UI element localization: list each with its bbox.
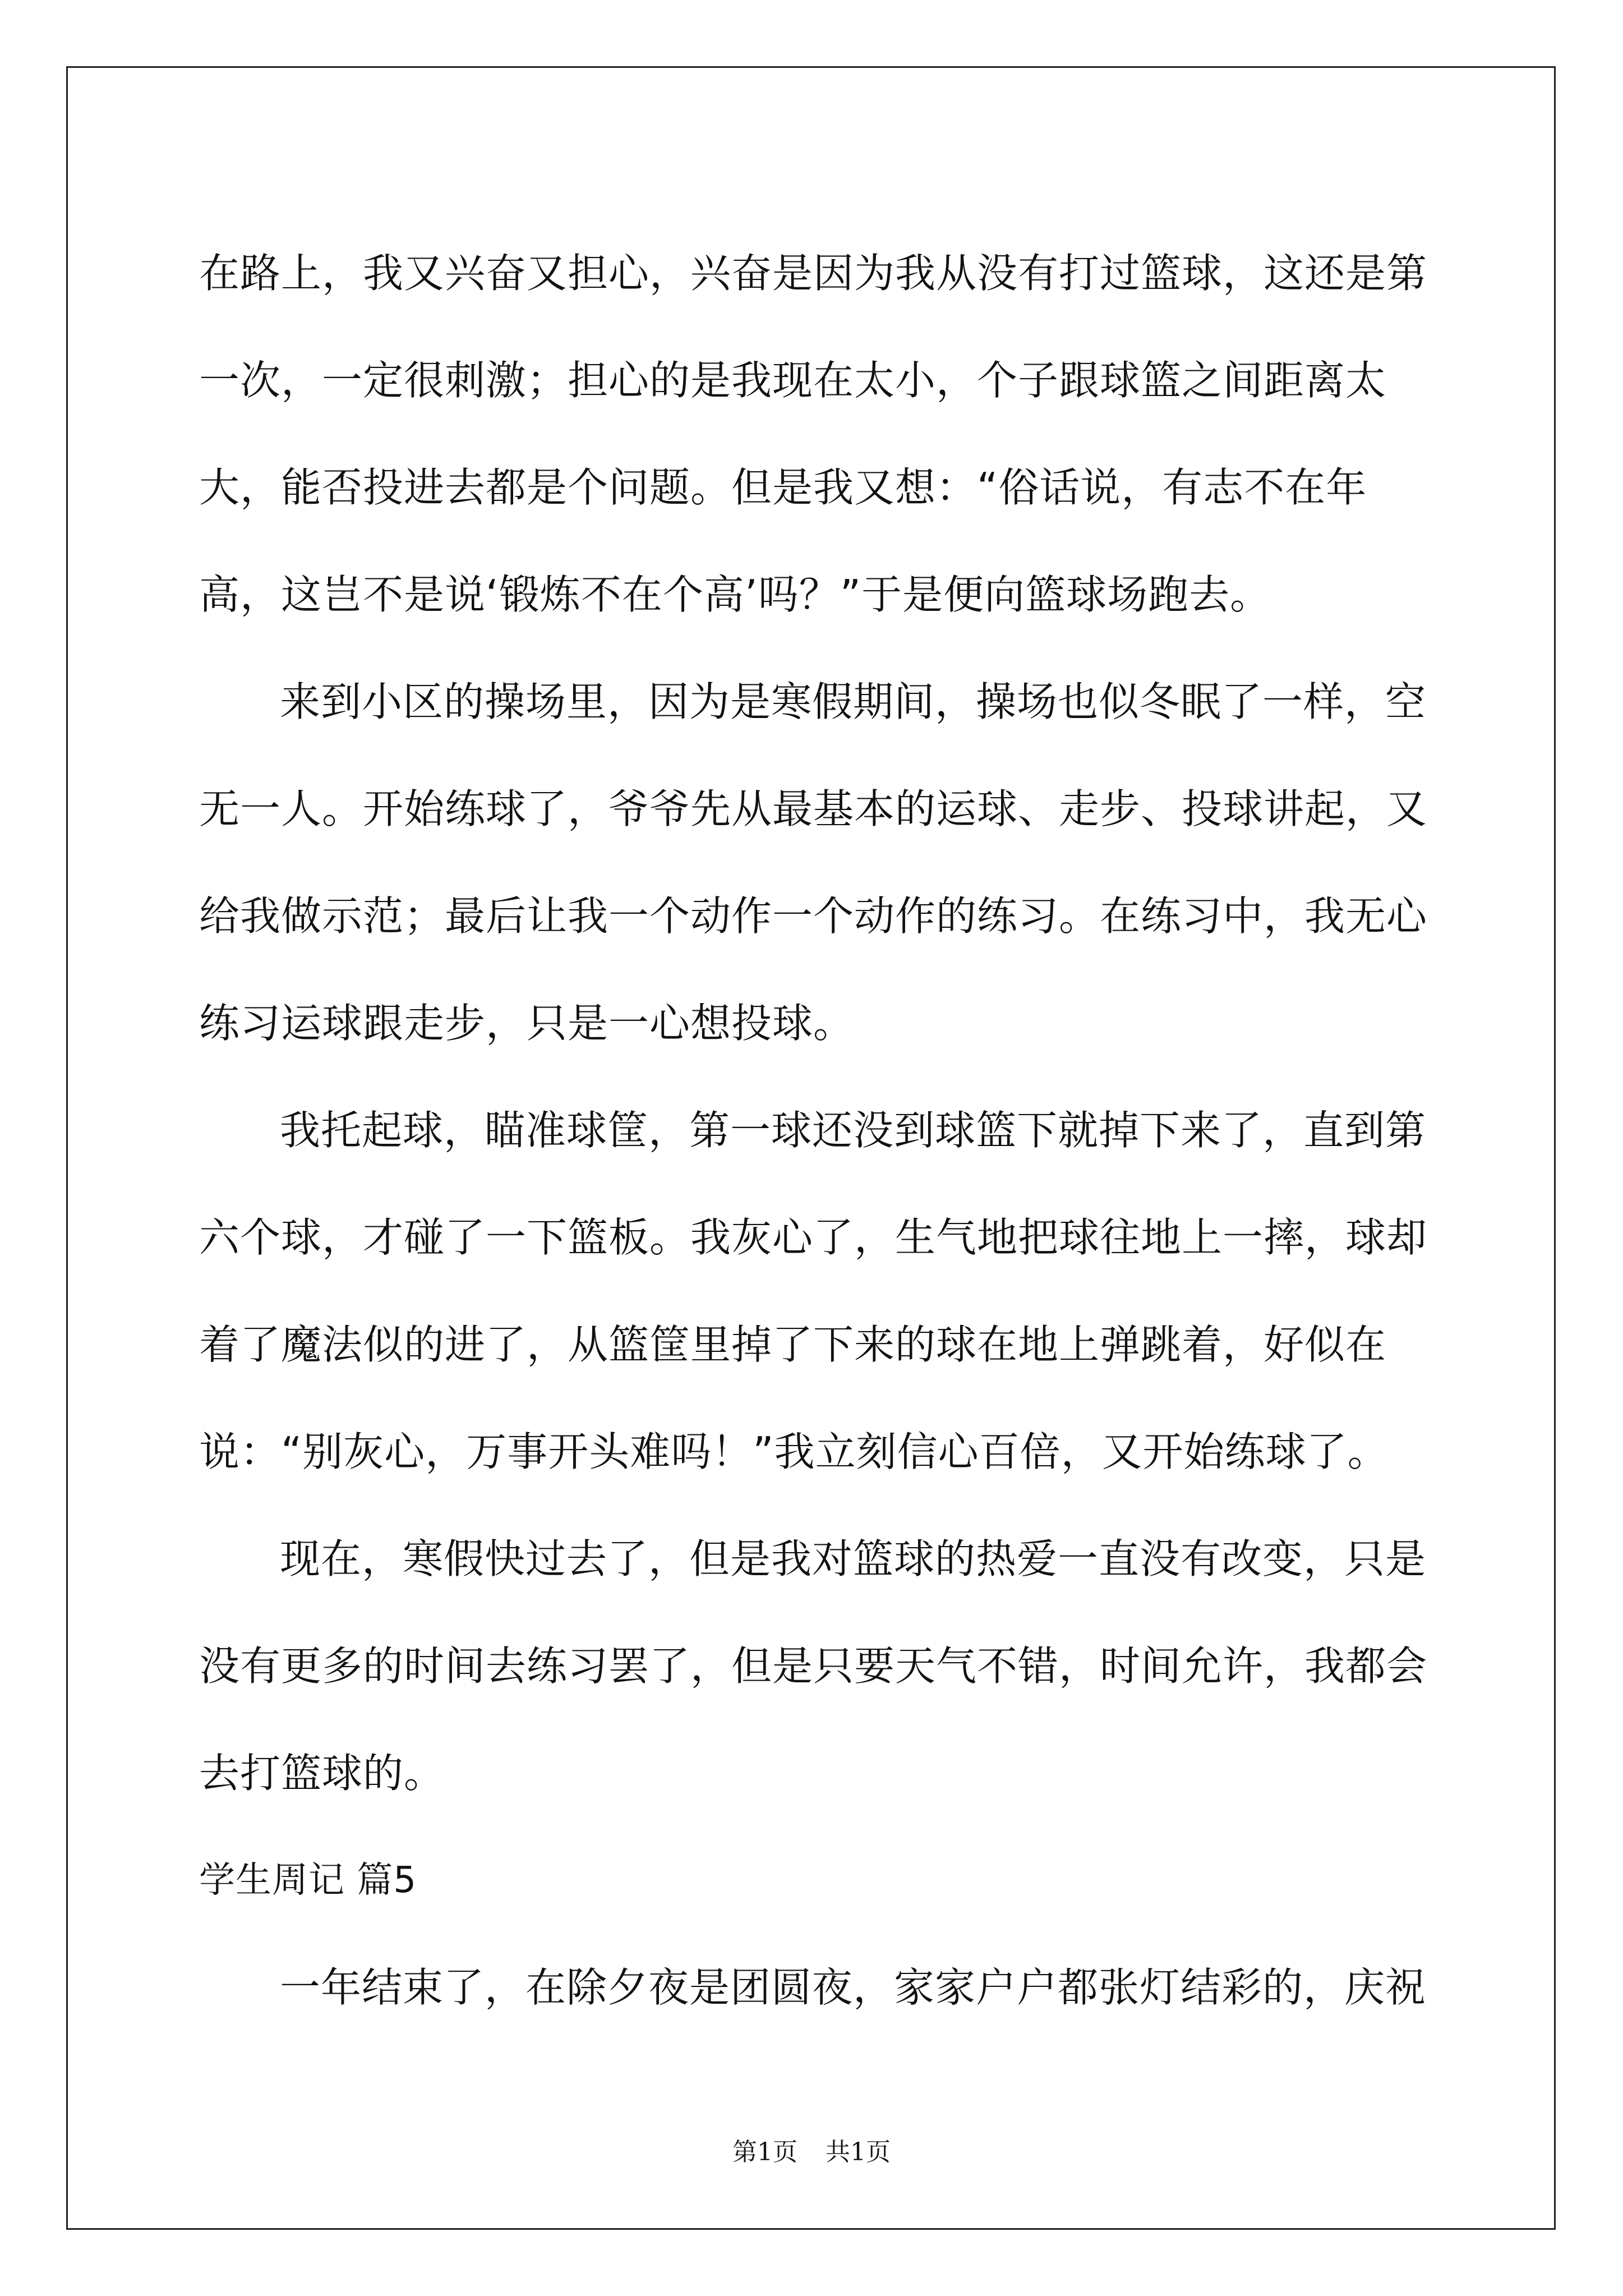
paragraph-5: 一年结束了，在除夕夜是团圆夜，家家户户都张灯结彩的，庆祝 — [280, 1964, 1427, 2011]
paragraph-3: 我托起球，瞄准球筐，第一球还没到球篮下就掉下来了，直到第六个球，才碰了一下篮板。我灰心了，生气地把球往地上一摔，球却着了魔法似的进了，从篮筐里掉了下来的球在地上弹跳着，好似在说：“别灰心，万事开头难吗！”我立刻信心百倍，又开始练球了。 — [199, 1107, 1428, 1475]
paragraph-1: 在路上，我又兴奋又担心，兴奋是因为我从没有打过篮球，这还是第一次，一定很刺激；担心的是我现在太小，个子跟球篮之间距离太大，能否投进去都是个问题。但是我又想：“俗话说，有志不在年高，这岂不是说‘锻炼不在个高’吗？”于是便向篮球场跑去。 — [199, 250, 1428, 618]
page-total: 共1页 — [826, 2138, 891, 2166]
paragraph-4: 现在，寒假快过去了，但是我对篮球的热爱一直没有改变，只是没有更多的时间去练习罢了，但是只要天气不错，时间允许，我都会去打篮球的。 — [199, 1535, 1428, 1797]
paragraph-2: 来到小区的操场里，因为是寒假期间，操场也似冬眠了一样，空无一人。开始练球了，爷爷先从最基本的运球、走步、投球讲起，又给我做示范；最后让我一个动作一个动作的练习。在练习中，我无心练习运球跟走步，只是一心想投球。 — [199, 678, 1428, 1047]
page-footer — [0, 2132, 1623, 2168]
section-heading: 学生周记 篇5 — [199, 1860, 417, 1901]
page-number: 第1页 — [732, 2138, 797, 2166]
document-body — [199, 220, 1427, 2041]
